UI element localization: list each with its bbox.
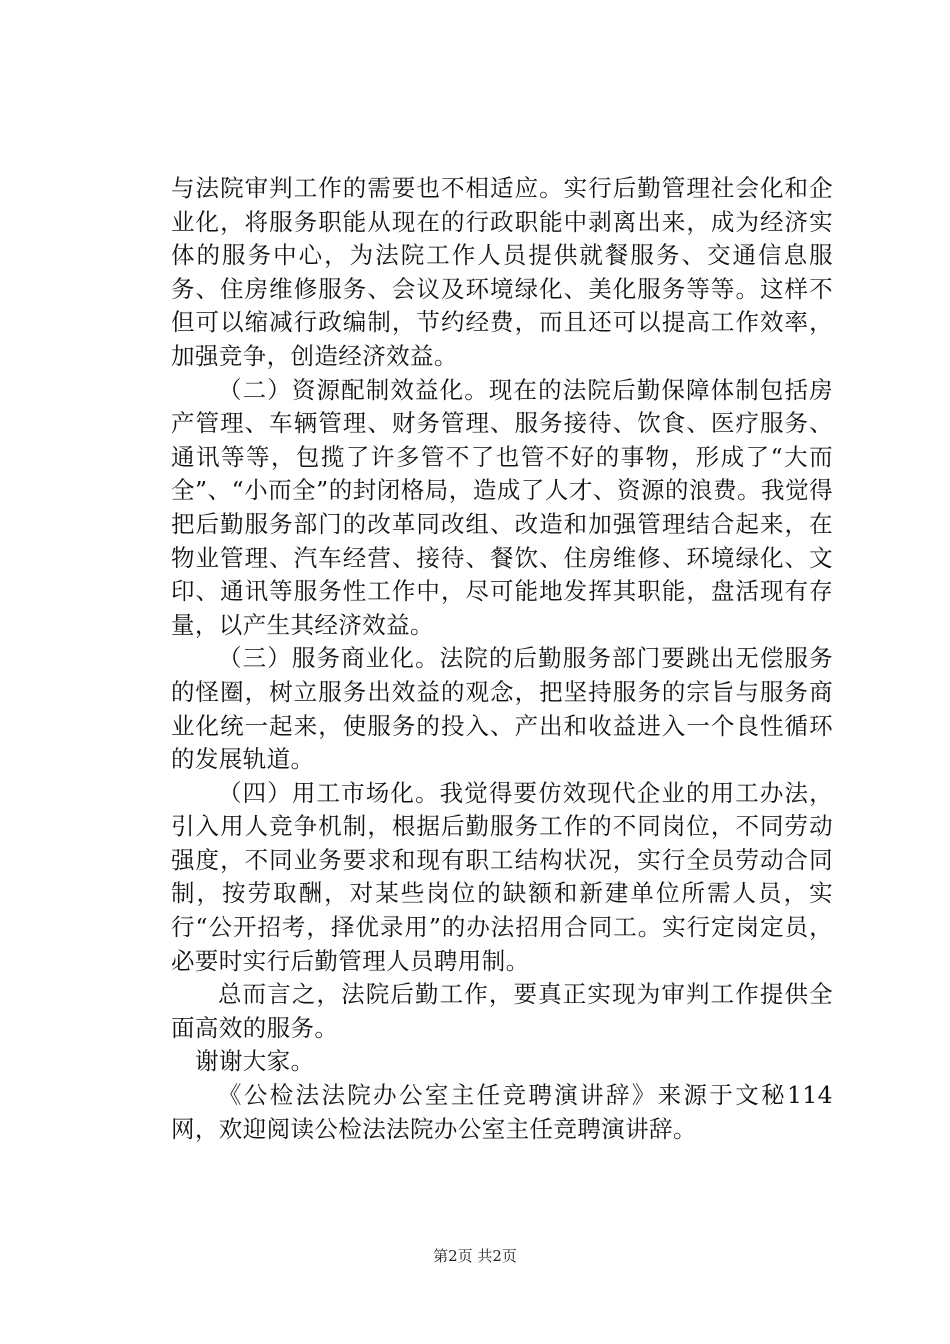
paragraph-thanks: 谢谢大家。 — [195, 1047, 315, 1076]
paragraph-continuation: 与法院审判工作的需要也不相适应。实行后勤管理社会化和企业化，将服务职能从现在的行政职能中剥离出来，成为经济实体的服务中心，为法院工作人员提供就餐服务、交通信息服务、住房维修服务、会议及环境绿化、美化服务等等。这样不但可以缩减行政编制，节约经费，而且还可以提高工作效率，加强竞争，创造经济效益。 — [171, 174, 833, 370]
paragraph-labor-market: （四）用工市场化。我觉得要仿效现代企业的用工办法，引入用人竞争机制，根据后勤服务工作的不同岗位，不同劳动强度，不同业务要求和现有职工结构状况，实行全员劳动合同制，按劳取酬，对某些岗位的缺额和新建单位所需人员，实行“公开招考，择优录用”的办法招用合同工。实行定岗定员，必要时实行后勤管理人员聘用制。 — [171, 778, 833, 975]
paragraph-resource-allocation: （二）资源配制效益化。现在的法院后勤保障体制包括房产管理、车辆管理、财务管理、服务接待、饮食、医疗服务、通讯等等，包揽了许多管不了也管不好的事物，形成了“大而全”、“小而全”的封闭格局，造成了人才、资源的浪费。我觉得把后勤服务部门的改革同改组、改造和加强管理结合起来，在物业管理、汽车经营、接待、餐饮、住房维修、环境绿化、文印、通讯等服务性工作中，尽可能地发挥其职能，盘活现有存量，以产生其经济效益。 — [171, 375, 833, 639]
document-body — [171, 172, 833, 1146]
paragraph-service-commercialization: （三）服务商业化。法院的后勤服务部门要跳出无偿服务的怪圈，树立服务出效益的观念，把坚持服务的宗旨与服务商业化统一起来，使服务的投入、产出和收益进入一个良性循环的发展轨道。 — [171, 644, 833, 774]
paragraph-conclusion: 总而言之，法院后勤工作，要真正实现为审判工作提供全面高效的服务。 — [171, 980, 833, 1042]
page-number-footer: 第2页 共2页 — [433, 1247, 517, 1265]
paragraph-source-note: 《公检法法院办公室主任竞聘演讲辞》来源于文秘114网，欢迎阅读公检法法院办公室主任竞聘演讲辞。 — [171, 1081, 833, 1143]
